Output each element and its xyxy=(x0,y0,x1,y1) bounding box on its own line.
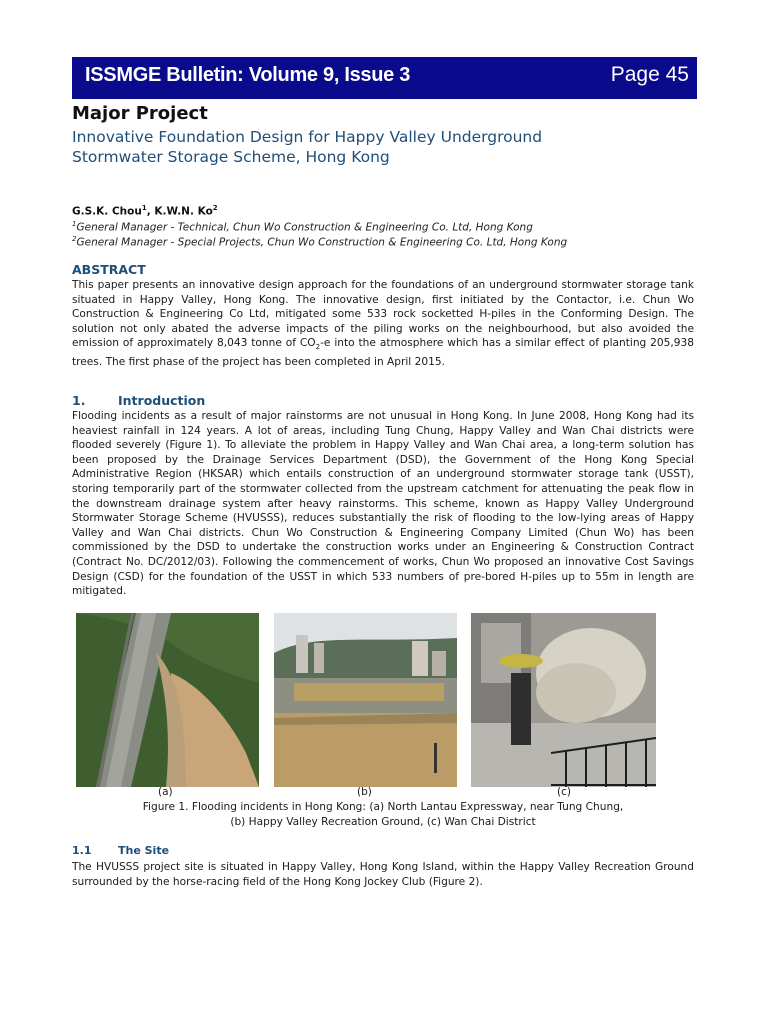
abstract-subscript: 2 xyxy=(315,343,321,352)
site-number: 1.1 xyxy=(72,844,92,857)
figure-caption-line-1: Figure 1. Flooding incidents in Hong Kong: (a) North Lantau Expressway, near Tung Chung, xyxy=(142,801,624,813)
authors-line xyxy=(72,204,218,218)
abstract-text xyxy=(72,278,694,370)
figure-photo-c xyxy=(471,613,656,787)
intro-heading xyxy=(72,393,205,408)
figure-label-b: (b) xyxy=(357,786,372,798)
bulletin-header-banner xyxy=(72,57,697,99)
site-heading xyxy=(72,844,169,857)
abstract-heading: ABSTRACT xyxy=(72,262,146,277)
intro-number: 1. xyxy=(72,393,86,408)
figure-caption-line-2: (b) Happy Valley Recreation Ground, (c) Wan Chai District xyxy=(230,815,536,828)
author-2: K.W.N. Ko xyxy=(154,205,213,218)
section-label: Major Project xyxy=(72,103,208,124)
figure-photo-b xyxy=(274,613,457,787)
affiliation-1-text: General Manager - Technical, Chun Wo Construction & Engineering Co. Ltd, Hong Kong xyxy=(76,221,533,234)
author-1-sup: 1 xyxy=(141,204,147,212)
figure-photo-a xyxy=(76,613,259,787)
article-title-line-1: Innovative Foundation Design for Happy Valley Underground xyxy=(72,128,543,146)
site-title: The Site xyxy=(118,844,170,857)
author-2-sup: 2 xyxy=(212,204,218,212)
figure-label-c: (c) xyxy=(557,786,571,798)
affiliation-2-text: General Manager - Special Projects, Chun Wo Construction & Engineering Co. Ltd, Hong Kong xyxy=(76,236,568,249)
bulletin-title: ISSMGE Bulletin: Volume 9, Issue 3 xyxy=(85,64,411,86)
abstract-text-part-2: -e into the atmosphere which has a similar effect of planting 205,938 trees. The first phase of the project has been completed in April 2015. xyxy=(72,337,694,369)
abstract-text-part-1: This paper presents an innovative design approach for the foundations of an underground stormwater storage tank situated in Happy Valley, Hong Kong. The innovative design, first initiated by the Contactor, i.e. Chun Wo Construction & Engineering Co Ltd, mitigated some 533 rock socketted H-piles in the Conforming Design. The solution not only abated the adverse impacts of the piling works on the neighbourhood, but also avoided the emission of approximately 8,043 tonne of CO xyxy=(72,279,694,350)
intro-title: Introduction xyxy=(118,393,206,408)
article-title xyxy=(72,127,632,167)
affiliation-2-sup: 2 xyxy=(72,235,77,243)
author-separator: , xyxy=(146,205,155,218)
article-title-line-2: Stormwater Storage Scheme, Hong Kong xyxy=(72,148,390,166)
page-number: Page 45 xyxy=(610,63,689,86)
figure-caption xyxy=(72,800,694,829)
affiliation-1 xyxy=(72,220,533,234)
site-text: The HVUSSS project site is situated in Happy Valley, Hong Kong Island, within the Happy Valley Recreation Ground surrounded by the horse-racing field of the Hong Kong Jockey Club (Figure 2). xyxy=(72,861,694,888)
author-1: G.S.K. Chou xyxy=(72,205,142,218)
intro-text: Flooding incidents as a result of major rainstorms are not unusual in Hong Kong. In June 2008, Hong Kong had its heaviest rainfall in 124 years. A lot of areas, including Tung Chung, Happy Valley and Wan Chai districts were flooded severely (Figure 1). To alleviate the problem in Happy Valley and Wan Chai area, a long-term solution has been proposed by the Drainage Services Department (DSD), the Government of the Hong Kong Special Administrative Region (HKSAR) which entails construction of an underground stormwater storage tank (USST), storing temporarily part of the stormwater collected from the upstream catchment for attenuating the peak flow in the downstream drainage system after heavy rainstorms. This scheme, known as Happy Valley Underground Stormwater Storage Scheme (HVUSSS), reduces substantially the risk of flooding to the low-lying areas of Happy Valley and Wan Chai districts. Chun Wo Construction & Engineering Company Limited (Chun Wo) has been commissioned by the DSD to undertake the construction works under an Engineering & Construction Contract (Contract No. DC/2012/03). Following the commencement of works, Chun Wo proposed an innovative Cost Savings Design (CSD) for the foundation of the USST in which 533 numbers of pre-bored H-piles up to 55m in length are mitigated. xyxy=(72,410,694,598)
figure-label-a: (a) xyxy=(158,786,173,798)
affiliation-1-sup: 1 xyxy=(72,220,77,228)
affiliation-2 xyxy=(72,235,567,249)
